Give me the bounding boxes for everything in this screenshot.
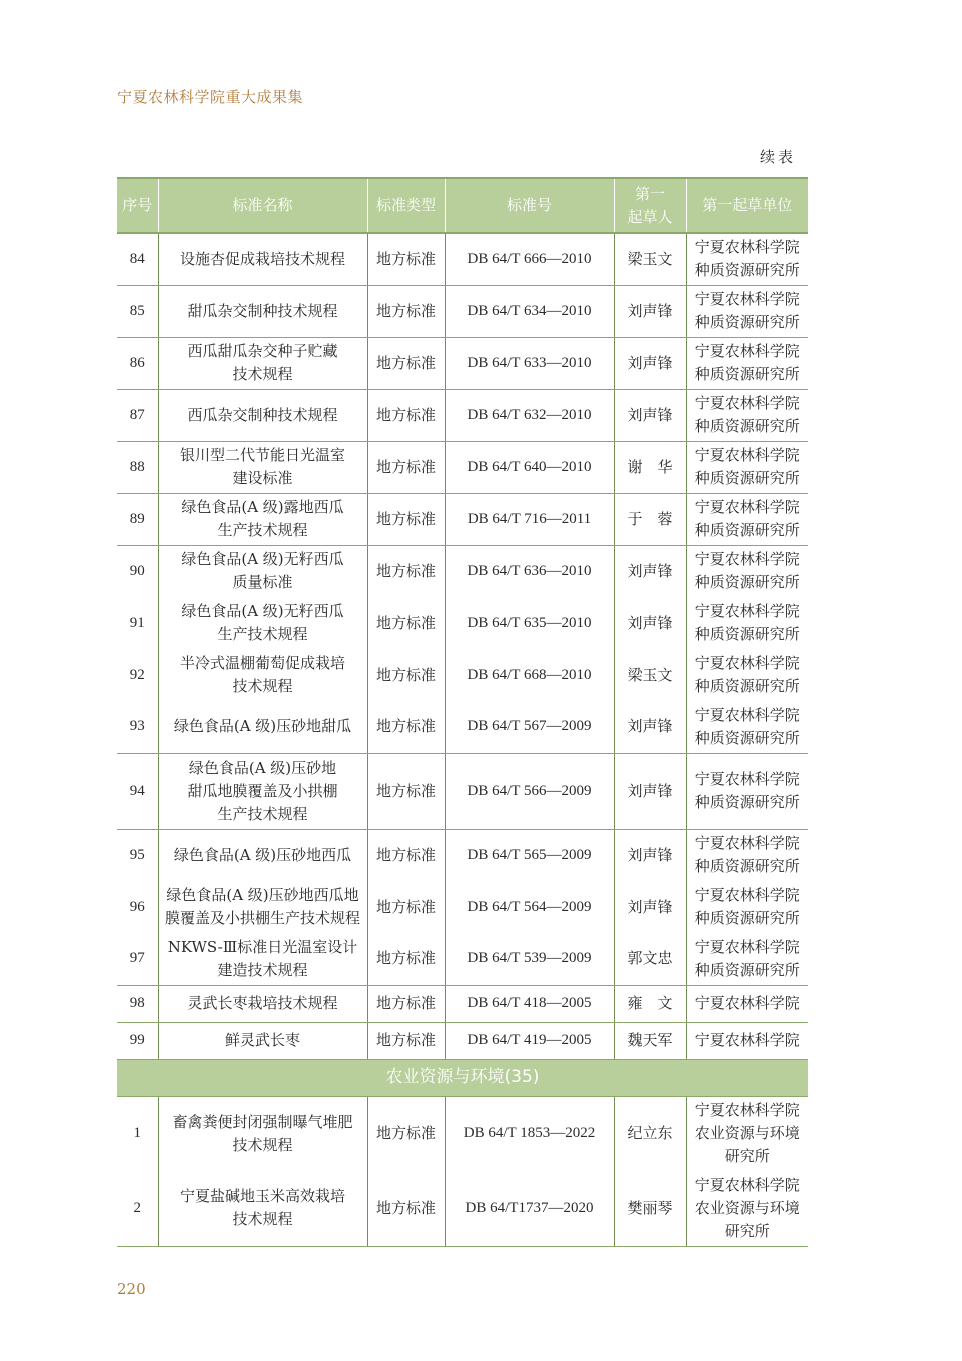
row-number: 1 [133,1125,141,1142]
first-drafter: 刘声锋 [614,545,686,597]
standard-type: 地方标准 [367,829,445,881]
row-number: 96 [129,898,145,915]
drafting-unit: 宁夏农林科学院 种质资源研究所 [686,753,808,829]
standard-code: DB 64/T 634—2010 [445,285,614,337]
first-drafter: 刘声锋 [614,285,686,337]
row-number: 86 [117,337,158,389]
row-number: 95 [129,846,145,863]
standard-name: 甜瓜杂交制种技术规程 [158,285,367,337]
section-title: 农业资源与环境(35) [117,1059,808,1096]
row-number: 93 [117,701,158,753]
drafting-unit: 宁夏农林科学院 种质资源研究所 [686,649,808,701]
row-number: 94 [117,753,158,829]
row-number: 88 [117,441,158,493]
standard-name: 绿色食品(A 级)压砂地甜瓜 [158,701,367,753]
standard-type: 地方标准 [367,1022,445,1059]
first-drafter: 梁玉文 [614,649,686,701]
standard-name: 设施杏促成栽培技术规程 [158,233,367,285]
standard-type: 地方标准 [367,597,445,649]
first-drafter: 魏天军 [614,1022,686,1059]
standard-type: 地方标准 [367,233,445,285]
standard-code: DB 64/T 418—2005 [445,985,614,1022]
standard-type: 地方标准 [367,701,445,753]
drafting-unit: 宁夏农林科学院 农业资源与环境 研究所 [686,1171,808,1246]
drafting-unit: 宁夏农林科学院 种质资源研究所 [686,233,808,285]
drafting-unit: 宁夏农林科学院 种质资源研究所 [686,829,808,881]
table-row [117,389,808,441]
standard-code: DB 64/T1737—2020 [445,1171,614,1246]
drafting-unit: 宁夏农林科学院 种质资源研究所 [686,701,808,753]
standard-type: 地方标准 [367,985,445,1022]
drafting-unit: 宁夏农林科学院 种质资源研究所 [686,493,808,545]
standard-code: DB 64/T 635—2010 [445,597,614,649]
first-drafter: 雍 文 [614,985,686,1022]
first-drafter: 梁玉文 [614,233,686,285]
table-row [117,441,808,493]
header-drafter: 第一 起草人 [614,178,686,233]
first-drafter: 樊丽琴 [614,1171,686,1246]
drafting-unit: 宁夏农林科学院 [686,1022,808,1059]
standard-type: 地方标准 [367,337,445,389]
standard-code: DB 64/T 636—2010 [445,545,614,597]
standard-type: 地方标准 [367,1171,445,1246]
table-row [117,985,808,1022]
drafting-unit: 宁夏农林科学院 种质资源研究所 [686,285,808,337]
row-number: 89 [117,493,158,545]
row-number: 87 [117,389,158,441]
table-row [117,233,808,285]
standard-code: DB 64/T 1853—2022 [445,1096,614,1171]
standards-table [117,177,808,1247]
standard-type: 地方标准 [367,753,445,829]
standard-code: DB 64/T 565—2009 [445,829,614,881]
standard-name: 绿色食品(A 级)压砂地西瓜地 膜覆盖及小拱棚生产技术规程 [158,881,367,933]
standard-name: 鲜灵武长枣 [158,1022,367,1059]
table-row [117,649,808,701]
drafting-unit: 宁夏农林科学院 [686,985,808,1022]
standard-code: DB 64/T 632—2010 [445,389,614,441]
table-row [117,1022,808,1059]
first-drafter: 刘声锋 [614,829,686,881]
table-row [117,545,808,597]
standard-code: DB 64/T 668—2010 [445,649,614,701]
table-row [117,881,808,933]
section-row [117,1059,808,1096]
standard-name: 绿色食品(A 级)露地西瓜 生产技术规程 [158,493,367,545]
header-type: 标准类型 [367,178,445,233]
standard-name: 西瓜甜瓜杂交种子贮藏 技术规程 [158,337,367,389]
table-row [117,1171,808,1246]
standard-type: 地方标准 [367,649,445,701]
standard-type: 地方标准 [367,493,445,545]
first-drafter: 刘声锋 [614,753,686,829]
continued-label: 续表 [760,148,797,166]
standard-name: 绿色食品(A 级)压砂地西瓜 [158,829,367,881]
first-drafter: 于 蓉 [614,493,686,545]
row-number: 90 [129,562,145,579]
standard-code: DB 64/T 716—2011 [445,493,614,545]
standard-name: 宁夏盐碱地玉米高效栽培 技术规程 [158,1171,367,1246]
row-number: 2 [117,1171,158,1246]
table-row [117,1096,808,1171]
standard-name: 绿色食品(A 级)无籽西瓜 生产技术规程 [158,597,367,649]
standard-type: 地方标准 [367,441,445,493]
drafting-unit: 宁夏农林科学院 种质资源研究所 [686,441,808,493]
first-drafter: 谢 华 [614,441,686,493]
drafting-unit: 宁夏农林科学院 种质资源研究所 [686,545,808,597]
drafting-unit: 宁夏农林科学院 种质资源研究所 [686,881,808,933]
standard-name: NKWS-Ⅲ标准日光温室设计 建造技术规程 [158,933,367,985]
first-drafter: 刘声锋 [614,701,686,753]
drafting-unit: 宁夏农林科学院 种质资源研究所 [686,337,808,389]
first-drafter: 纪立东 [614,1096,686,1171]
standard-type: 地方标准 [367,881,445,933]
row-number: 97 [117,933,158,985]
standard-type: 地方标准 [367,933,445,985]
standard-name: 绿色食品(A 级)无籽西瓜 质量标准 [158,545,367,597]
table-row [117,933,808,985]
running-head: 宁夏农林科学院重大成果集 [117,88,304,106]
header-no: 序号 [117,178,158,233]
standard-code: DB 64/T 564—2009 [445,881,614,933]
standard-name: 西瓜杂交制种技术规程 [158,389,367,441]
first-drafter: 刘声锋 [614,337,686,389]
header-code: 标准号 [445,178,614,233]
row-number: 99 [117,1022,158,1059]
standard-code: DB 64/T 666—2010 [445,233,614,285]
standard-name: 灵武长枣栽培技术规程 [158,985,367,1022]
standard-name: 半冷式温棚葡萄促成栽培 技术规程 [158,649,367,701]
standard-name: 畜禽粪便封闭强制曝气堆肥 技术规程 [158,1096,367,1171]
header-name: 标准名称 [158,178,367,233]
standard-name: 绿色食品(A 级)压砂地 甜瓜地膜覆盖及小拱棚 生产技术规程 [158,753,367,829]
drafting-unit: 宁夏农林科学院 种质资源研究所 [686,933,808,985]
table-header-row [117,178,808,233]
standard-code: DB 64/T 566—2009 [445,753,614,829]
row-number: 85 [117,285,158,337]
table-row [117,285,808,337]
first-drafter: 刘声锋 [614,881,686,933]
standard-type: 地方标准 [367,285,445,337]
page-number: 220 [117,1280,146,1298]
standard-code: DB 64/T 640—2010 [445,441,614,493]
first-drafter: 刘声锋 [614,389,686,441]
table-row [117,701,808,753]
table-row [117,337,808,389]
drafting-unit: 宁夏农林科学院 农业资源与环境 研究所 [686,1096,808,1171]
standard-code: DB 64/T 567—2009 [445,701,614,753]
standard-code: DB 64/T 539—2009 [445,933,614,985]
row-number: 92 [129,666,145,683]
standard-type: 地方标准 [367,1096,445,1171]
row-number: 84 [117,233,158,285]
standard-code: DB 64/T 633—2010 [445,337,614,389]
table-row [117,753,808,829]
first-drafter: 刘声锋 [614,597,686,649]
table-row [117,829,808,881]
drafting-unit: 宁夏农林科学院 种质资源研究所 [686,597,808,649]
standard-name: 银川型二代节能日光温室 建设标准 [158,441,367,493]
table-row [117,493,808,545]
first-drafter: 郭文忠 [614,933,686,985]
header-unit: 第一起草单位 [686,178,808,233]
standard-type: 地方标准 [367,545,445,597]
standard-code: DB 64/T 419—2005 [445,1022,614,1059]
standard-type: 地方标准 [367,389,445,441]
table-row [117,597,808,649]
row-number: 98 [117,985,158,1022]
row-number: 91 [129,614,145,631]
drafting-unit: 宁夏农林科学院 种质资源研究所 [686,389,808,441]
